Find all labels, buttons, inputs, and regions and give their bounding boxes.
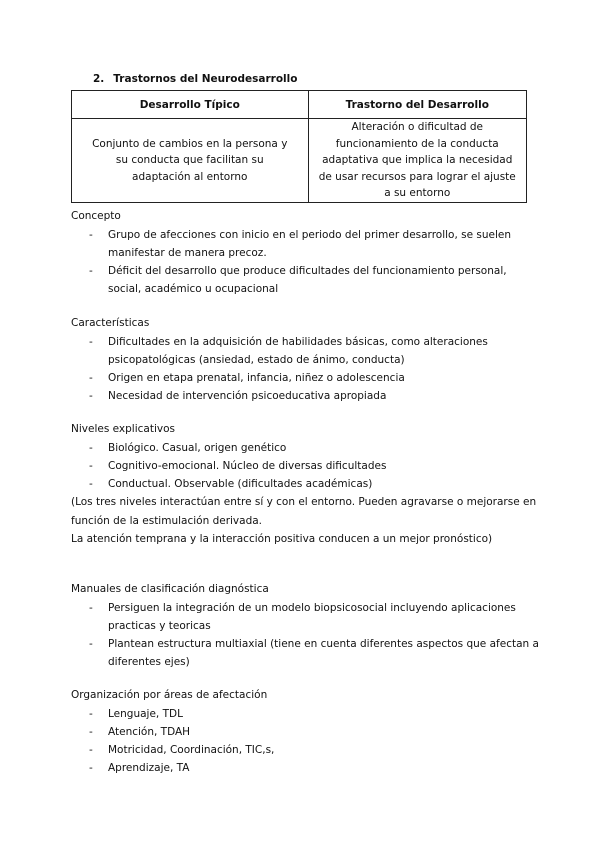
bullet-list — [71, 705, 541, 777]
dash-bullet: - — [89, 762, 93, 774]
list-item-text: Déficit del desarrollo que produce dificultades del funcionamiento personal, social, académico u ocupacional — [108, 265, 507, 295]
table-header-cell: Desarrollo Típico — [72, 91, 309, 119]
comparison-table — [71, 90, 527, 203]
list-item-text: Motricidad, Coordinación, TIC,s, — [108, 744, 275, 756]
dash-bullet: - — [89, 229, 93, 241]
concepto-section — [71, 207, 541, 298]
table-cell: Conjunto de cambios en la persona y su conducta que facilitan su adaptación al entorno — [72, 119, 309, 203]
dash-bullet: - — [89, 336, 93, 348]
table-header-row — [72, 91, 527, 119]
niveles-note-conclusion: La atención temprana y la interacción positiva conducen a un mejor pronóstico) — [71, 533, 493, 545]
list-item — [71, 226, 541, 262]
section-heading: Organización por áreas de afectación — [71, 689, 268, 701]
list-item — [71, 741, 541, 759]
list-item-text: Lenguaje, TDL — [108, 708, 183, 720]
list-item-text: Aprendizaje, TA — [108, 762, 190, 774]
dash-bullet: - — [89, 265, 93, 277]
bullet-list — [71, 439, 541, 493]
dash-bullet: - — [89, 372, 93, 384]
caracteristicas-section — [71, 314, 541, 405]
list-item-text: Conductual. Observable (dificultades académicas) — [108, 478, 373, 490]
list-item — [71, 705, 541, 723]
dash-bullet: - — [89, 638, 93, 650]
dash-bullet: - — [89, 478, 93, 490]
section-heading: Concepto — [71, 210, 121, 222]
dash-bullet: - — [89, 744, 93, 756]
list-item — [71, 439, 541, 457]
list-item — [71, 475, 541, 493]
section-title — [93, 73, 297, 85]
list-item-text: Dificultades en la adquisición de habilidades básicas, como alteraciones psicopatológicas (ansiedad, estado de ánimo, conducta) — [108, 336, 488, 366]
list-item — [71, 723, 541, 741]
list-item-text: Grupo de afecciones con inicio en el periodo del primer desarrollo, se suelen manifestar de manera precoz. — [108, 229, 512, 259]
list-item — [71, 262, 541, 298]
dash-bullet: - — [89, 708, 93, 720]
list-item — [71, 333, 541, 369]
dash-bullet: - — [89, 442, 93, 454]
section-title-text: Trastornos del Neurodesarrollo — [113, 73, 298, 85]
dash-bullet: - — [89, 390, 93, 402]
bullet-list — [71, 333, 541, 405]
bullet-list — [71, 226, 541, 298]
niveles-note: (Los tres niveles interactúan entre sí y con el entorno. Pueden agravarse o mejorarse en función de la estimulación derivada. — [71, 496, 537, 527]
section-heading: Niveles explicativos — [71, 423, 175, 435]
list-item-text: Biológico. Casual, origen genético — [108, 442, 287, 454]
list-item — [71, 635, 541, 671]
list-item — [71, 369, 541, 387]
list-item-text: Persiguen la integración de un modelo biopsicosocial incluyendo aplicaciones practicas y teoricas — [108, 602, 516, 632]
list-item-text: Necesidad de intervención psicoeducativa apropiada — [108, 390, 387, 402]
list-item-text: Origen en etapa prenatal, infancia, niñez o adolescencia — [108, 372, 405, 384]
dash-bullet: - — [89, 726, 93, 738]
section-heading: Características — [71, 317, 150, 329]
bullet-list — [71, 599, 541, 671]
organizacion-section — [71, 686, 541, 777]
manuales-section — [71, 580, 541, 671]
list-item — [71, 759, 541, 777]
section-number: 2. — [93, 73, 105, 85]
list-item-text: Atención, TDAH — [108, 726, 191, 738]
list-item — [71, 387, 541, 405]
list-item-text: Cognitivo-emocional. Núcleo de diversas dificultades — [108, 460, 387, 472]
section-heading: Manuales de clasificación diagnóstica — [71, 583, 269, 595]
list-item-text: Plantean estructura multiaxial (tiene en cuenta diferentes aspectos que afectan a diferentes ejes) — [108, 638, 539, 668]
table-header-cell: Trastorno del Desarrollo — [308, 91, 527, 119]
list-item — [71, 457, 541, 475]
dash-bullet: - — [89, 602, 93, 614]
table-row — [72, 119, 527, 203]
table-cell: Alteración o dificultad de funcionamiento de la conducta adaptativa que implica la necesidad de usar recursos para lograr el ajuste a su entorno — [308, 119, 527, 203]
niveles-section — [71, 420, 541, 549]
dash-bullet: - — [89, 460, 93, 472]
list-item — [71, 599, 541, 635]
